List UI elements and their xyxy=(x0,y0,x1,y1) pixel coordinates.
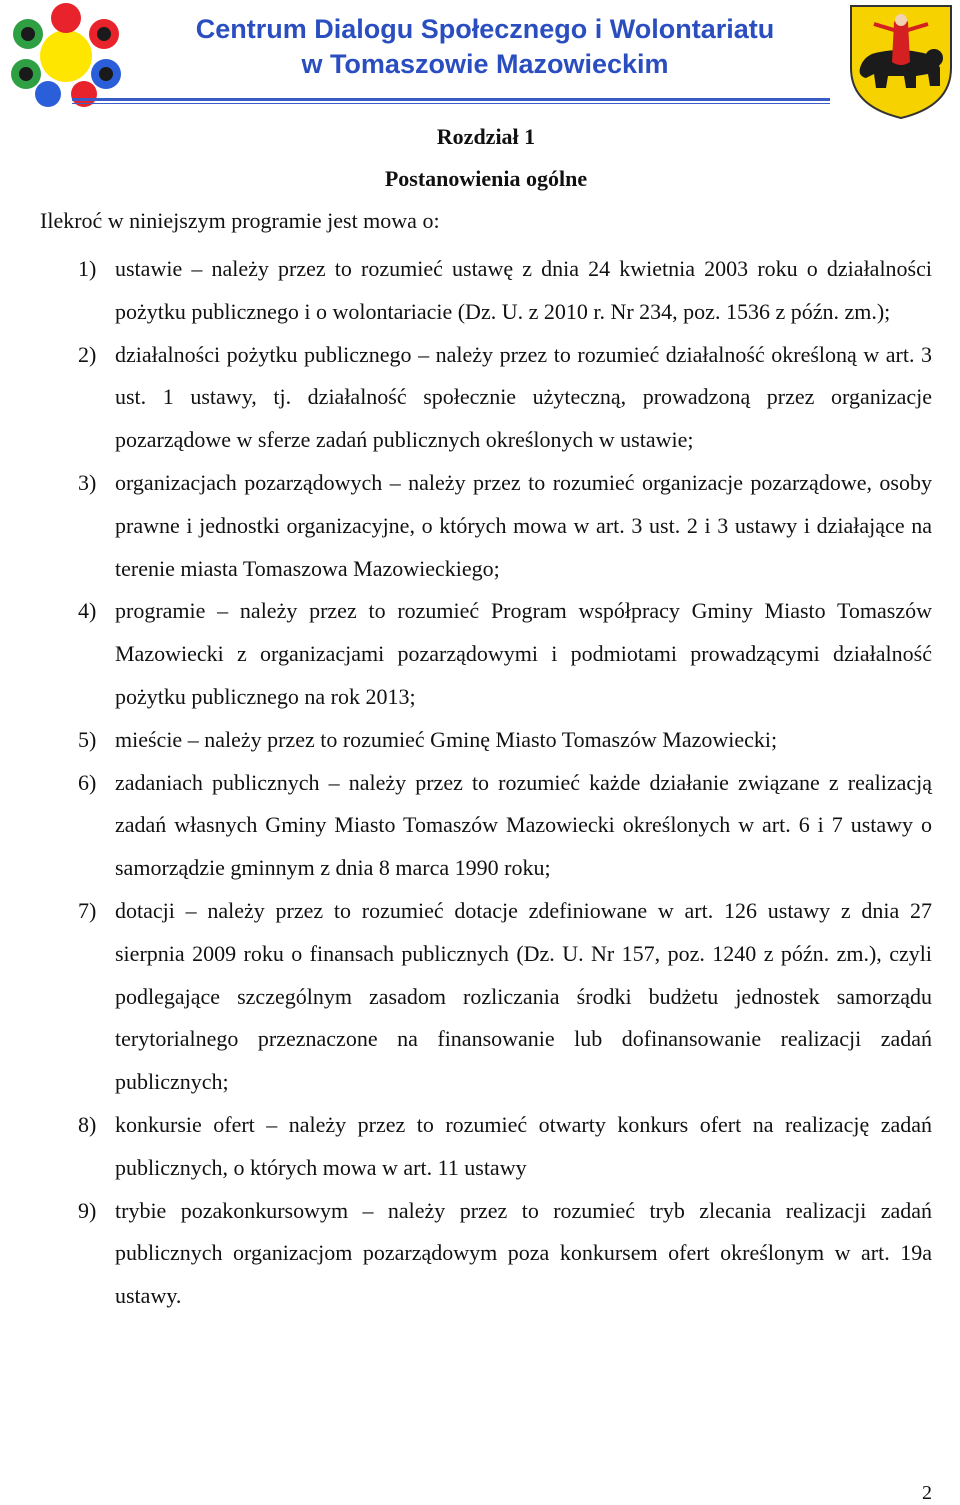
page-number: 2 xyxy=(922,1482,932,1504)
item-number: 4) xyxy=(78,598,97,624)
item-text: konkursie ofert – należy przez to rozumieć otwarty konkurs ofert na realizację zadań publicznych, o których mowa w art. 11 ustawy xyxy=(115,1111,932,1180)
item-number: 9) xyxy=(78,1197,97,1223)
item-number: 6) xyxy=(78,769,97,795)
item-text: programie – należy przez to rozumieć Program współpracy Gminy Miasto Tomaszów Mazowiecki z organizacjami pozarządowymi i podmiotami prowadzącymi działalność pożytku publicznego na rok 2013; xyxy=(115,598,932,709)
list-item xyxy=(78,762,932,890)
list-item xyxy=(78,462,932,590)
item-number: 1) xyxy=(78,256,97,281)
item-number: 7) xyxy=(78,897,97,923)
organization-logo-icon xyxy=(2,2,132,108)
item-text: trybie pozakonkursowym – należy przez to rozumieć tryb zlecania realizacji zadań publicznych organizacjom pozarządowym poza konkursem ofert określonym w art. 19a ustawy. xyxy=(115,1197,932,1309)
list-item xyxy=(78,1104,932,1190)
header-title xyxy=(140,12,830,82)
list-item xyxy=(78,590,932,718)
item-number: 8) xyxy=(78,1111,97,1137)
item-text: działalności pożytku publicznego – należy przez to rozumieć działalność określoną w art. 3 ust. 1 ustawy, tj. działalność społecznie użyteczną, prowadzoną przez organizacje pozarządowe w sferze zadań publicznych określonych w ustawie; xyxy=(115,341,932,453)
item-text: mieście – należy przez to rozumieć Gminę Miasto Tomaszów Mazowiecki; xyxy=(115,726,778,752)
item-text: dotacji – należy przez to rozumieć dotacje zdefiniowane w art. 126 ustawy z dnia 27 sierpnia 2009 roku o finansach publicznych (Dz. U. Nr 157, poz. 1240 z późn. zm.), czyli podlegające szczególnym zasadom rozliczania środki budżetu jednostek samorządu terytorialnego przeznaczone na finansowanie lub dofinansowanie realizacji zadań publicznych; xyxy=(115,897,932,1095)
item-number: 2) xyxy=(78,341,97,367)
header-title-line2: w Tomaszowie Mazowieckim xyxy=(301,49,669,79)
header-rule xyxy=(72,98,830,101)
item-text: ustawie – należy przez to rozumieć ustawę z dnia 24 kwietnia 2003 roku o działalności pożytku publicznego i o wolontariacie (Dz. U. z 2010 r. Nr 234, poz. 1536 z późn. zm.); xyxy=(115,256,932,324)
chapter-number: Rozdział 1 xyxy=(436,124,536,149)
list-item xyxy=(78,719,932,762)
header-title-line1: Centrum Dialogu Społecznego i Wolontariatu xyxy=(195,14,775,44)
list-item xyxy=(78,248,932,334)
chapter-title: Postanowienia ogólne xyxy=(384,166,588,191)
item-text: organizacjach pozarządowych – należy przez to rozumieć organizacje pozarządowe, osoby prawne i jednostki organizacyjne, o których mowa w art. 3 ust. 2 i 3 ustawy i działające na terenie miasta Tomaszowa Mazowieckiego; xyxy=(115,469,932,581)
list-item xyxy=(78,1190,932,1318)
list-item xyxy=(78,890,932,1104)
item-text: zadaniach publicznych – należy przez to rozumieć każde działanie związane z realizacją zadań własnych Gminy Miasto Tomaszów Mazowiecki określonych w art. 6 i 7 ustawy o samorządzie gminnym z dnia 8 marca 1990 roku; xyxy=(115,769,932,881)
intro-text: Ilekroć w niniejszym programie jest mowa o: xyxy=(40,208,440,233)
page-header xyxy=(0,0,960,120)
item-number: 3) xyxy=(78,469,97,495)
coat-of-arms-icon xyxy=(846,2,956,120)
definitions-list xyxy=(78,248,932,1318)
list-item xyxy=(78,334,932,462)
header-rule-thin xyxy=(72,103,830,104)
item-number: 5) xyxy=(78,726,97,752)
